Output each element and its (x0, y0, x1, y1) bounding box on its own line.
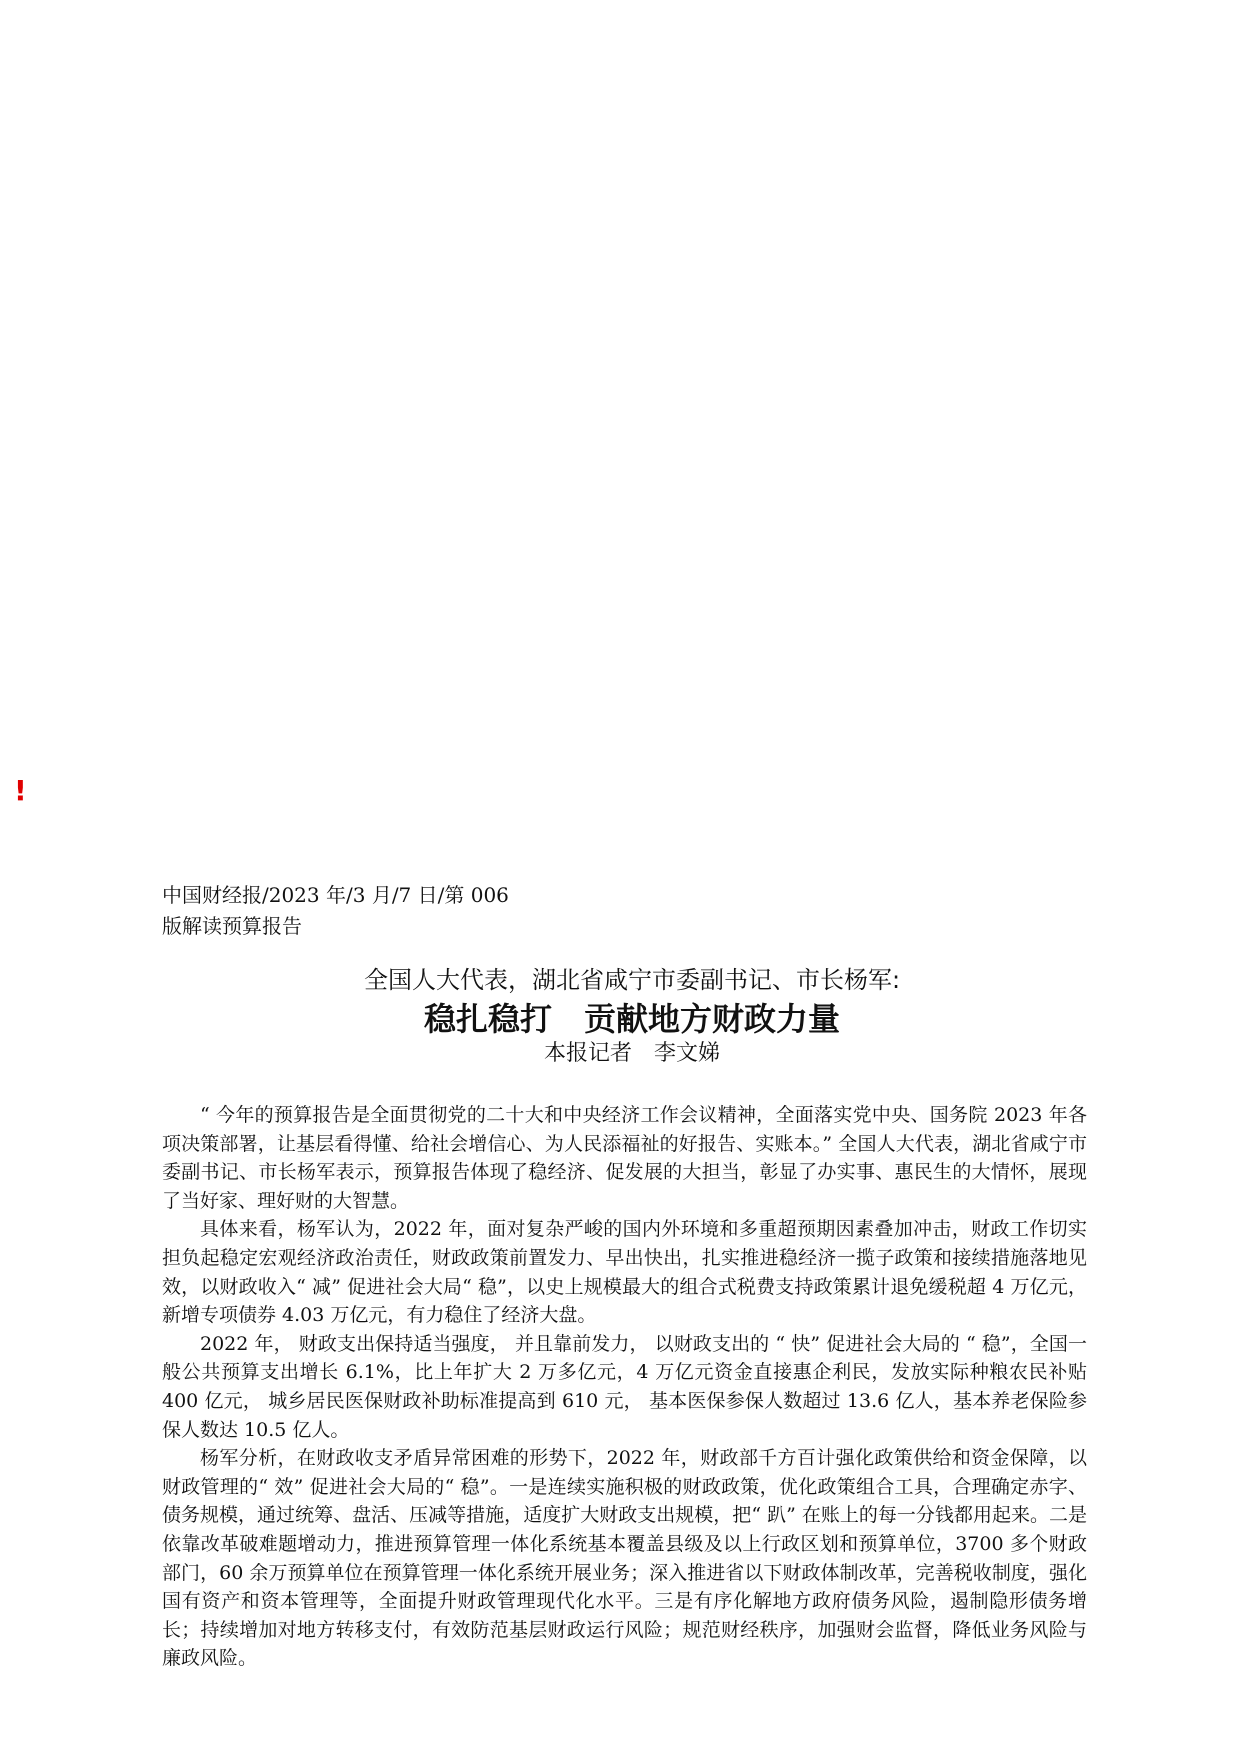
source-line-1: 中国财经报/2023 年/3 月/7 日/第 006 (162, 883, 509, 907)
article-paragraph: 2022 年， 财政支出保持适当强度， 并且靠前发力， 以财政支出的 “ 快” 促进社会大局的 “ 稳”，全国一般公共预算支出增长 6.1%，比上年扩大 2 万多亿元，4 万亿元资金直接惠企利民，发放实际种粮农民补贴 400 亿元， 城乡居民医保财政补助标准提高到 610 元， 基本医保参保人数超过 13.6 亿人，基本养老保险参保人数达 10.5 亿人。 (162, 1332, 1087, 1441)
article-kicker: 全国人大代表，湖北省咸宁市委副书记、市长杨军: (363, 966, 901, 994)
article-paragraph: “ 今年的预算报告是全面贯彻党的二十大和中央经济工作会议精神，全面落实党中央、国务院 2023 年各项决策部署，让基层看得懂、给社会增信心、为人民添福祉的好报告、实账本。” 全国人大代表，湖北省咸宁市委副书记、市长杨军表示，预算报告体现了稳经济、促发展的大担当，彰显了办实事、惠民生的大情怀，展现了当好家、理好财的大智慧。 (162, 1104, 1087, 1212)
source-line-2: 版解读预算报告 (162, 914, 302, 938)
article-paragraph: 具体来看，杨军认为，2022 年，面对复杂严峻的国内外环境和多重超预期因素叠加冲击，财政工作切实担负起稳定宏观经济政治责任，财政政策前置发力、早出快出，扎实推进稳经济一揽子政策和接续措施落地见效，以财政收入“ 减” 促进社会大局“ 稳”，以史上规模最大的组合式税费支持政策累计退免缓税超 4 万亿元，新增专项债券 4.03 万亿元，有力稳住了经济大盘。 (162, 1218, 1087, 1327)
article-body (162, 1101, 1087, 1673)
article-byline: 本报记者 李文娣 (543, 1041, 720, 1066)
source-line (162, 880, 1102, 942)
alert-mark: ! (14, 774, 27, 807)
article-header (162, 963, 1102, 1069)
article-paragraph: 杨军分析，在财政收支矛盾异常困难的形势下，2022 年，财政部千方百计强化政策供给和资金保障，以财政管理的“ 效” 促进社会大局的“ 稳”。一是连续实施积极的财政政策，优化政策组合工具，合理确定赤字、债务规模，通过统筹、盘活、压减等措施，适度扩大财政支出规模，把“ 趴” 在账上的每一分钱都用起来。二是依靠改革破难题增动力，推进预算管理一体化系统基本覆盖县级及以上行政区划和预算单位，3700 多个财政部门，60 余万预算单位在预算管理一体化系统开展业务；深入推进省以下财政体制改革，完善税收制度，强化国有资产和资本管理等，全面提升财政管理现代化水平。三是有序化解地方政府债务风险，遏制隐形债务增长；持续增加对地方转移支付，有效防范基层财政运行风险；规范财经秩序，加强财会监督，降低业务风险与廉政风险。 (162, 1447, 1087, 1670)
article-title: 稳扎稳打 贡献地方财政力量 (423, 1000, 840, 1038)
